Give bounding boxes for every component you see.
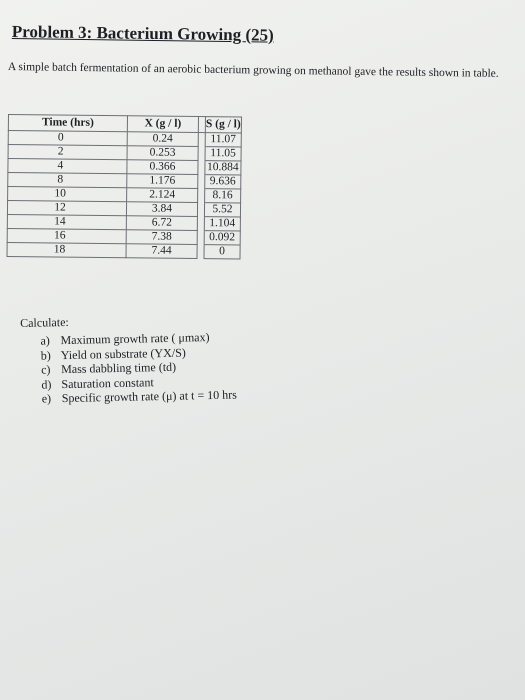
header-time: Time (hrs) <box>8 115 127 132</box>
cell-substrate: 10.884 <box>205 161 241 175</box>
cell-biomass: 7.44 <box>126 244 197 259</box>
cell-substrate: 11.07 <box>205 133 241 147</box>
cell-substrate: 1.104 <box>204 217 240 231</box>
cell-time: 0 <box>8 131 127 146</box>
list-item-letter: c) <box>40 362 51 377</box>
table-row <box>7 242 240 258</box>
list-item-text: Maximum growth rate ( μmax) <box>60 330 210 348</box>
list-item-text: Yield on substrate (YX/S) <box>60 345 186 362</box>
cell-time: 2 <box>8 145 127 160</box>
cell-biomass: 6.72 <box>126 216 197 231</box>
header-substrate: S (g / l) <box>205 117 241 133</box>
list-item-letter: e) <box>41 391 52 406</box>
cell-time: 18 <box>7 242 126 257</box>
problem-intro: A simple batch fermentation of an aerobic bacterium growing on methanol gave the results shown in table. <box>7 60 499 80</box>
list-item <box>42 387 237 406</box>
cell-biomass: 1.176 <box>127 174 198 189</box>
cell-substrate: 11.05 <box>205 147 241 161</box>
cell-time: 8 <box>8 173 127 188</box>
list-item-text: Saturation constant <box>61 374 154 391</box>
list-item-letter: a) <box>40 333 50 348</box>
cell-time: 10 <box>8 187 127 202</box>
cell-substrate: 5.52 <box>204 203 240 217</box>
calculate-list <box>40 329 237 406</box>
cell-substrate: 8.16 <box>205 189 241 203</box>
cell-time: 14 <box>7 214 126 229</box>
problem-title: Problem 3: Bacterium Growing (25) <box>11 22 274 45</box>
calculate-section <box>20 311 237 406</box>
cell-biomass: 3.84 <box>126 202 197 217</box>
list-item-letter: b) <box>40 347 51 363</box>
cell-substrate: 0.092 <box>204 231 240 245</box>
list-item-text: Specific growth rate (μ) at t = 10 hrs <box>61 387 237 406</box>
cell-substrate: 9.636 <box>205 175 241 189</box>
cell-substrate: 0 <box>204 245 240 259</box>
cell-biomass: 0.253 <box>127 146 198 161</box>
list-item-text: Mass dabbling time (td) <box>60 359 177 377</box>
header-biomass: X (g / l) <box>127 116 198 133</box>
cell-time: 4 <box>8 159 127 174</box>
cell-time: 12 <box>7 201 126 216</box>
cell-biomass: 2.124 <box>127 188 198 203</box>
cell-biomass: 0.24 <box>127 132 198 147</box>
table-body <box>7 131 241 259</box>
calculate-heading: Calculate: <box>20 314 69 330</box>
cell-biomass: 7.38 <box>126 230 197 245</box>
cell-biomass: 0.366 <box>127 160 198 175</box>
cell-time: 16 <box>7 228 126 243</box>
list-item-letter: d) <box>41 376 52 392</box>
results-table <box>7 114 242 259</box>
